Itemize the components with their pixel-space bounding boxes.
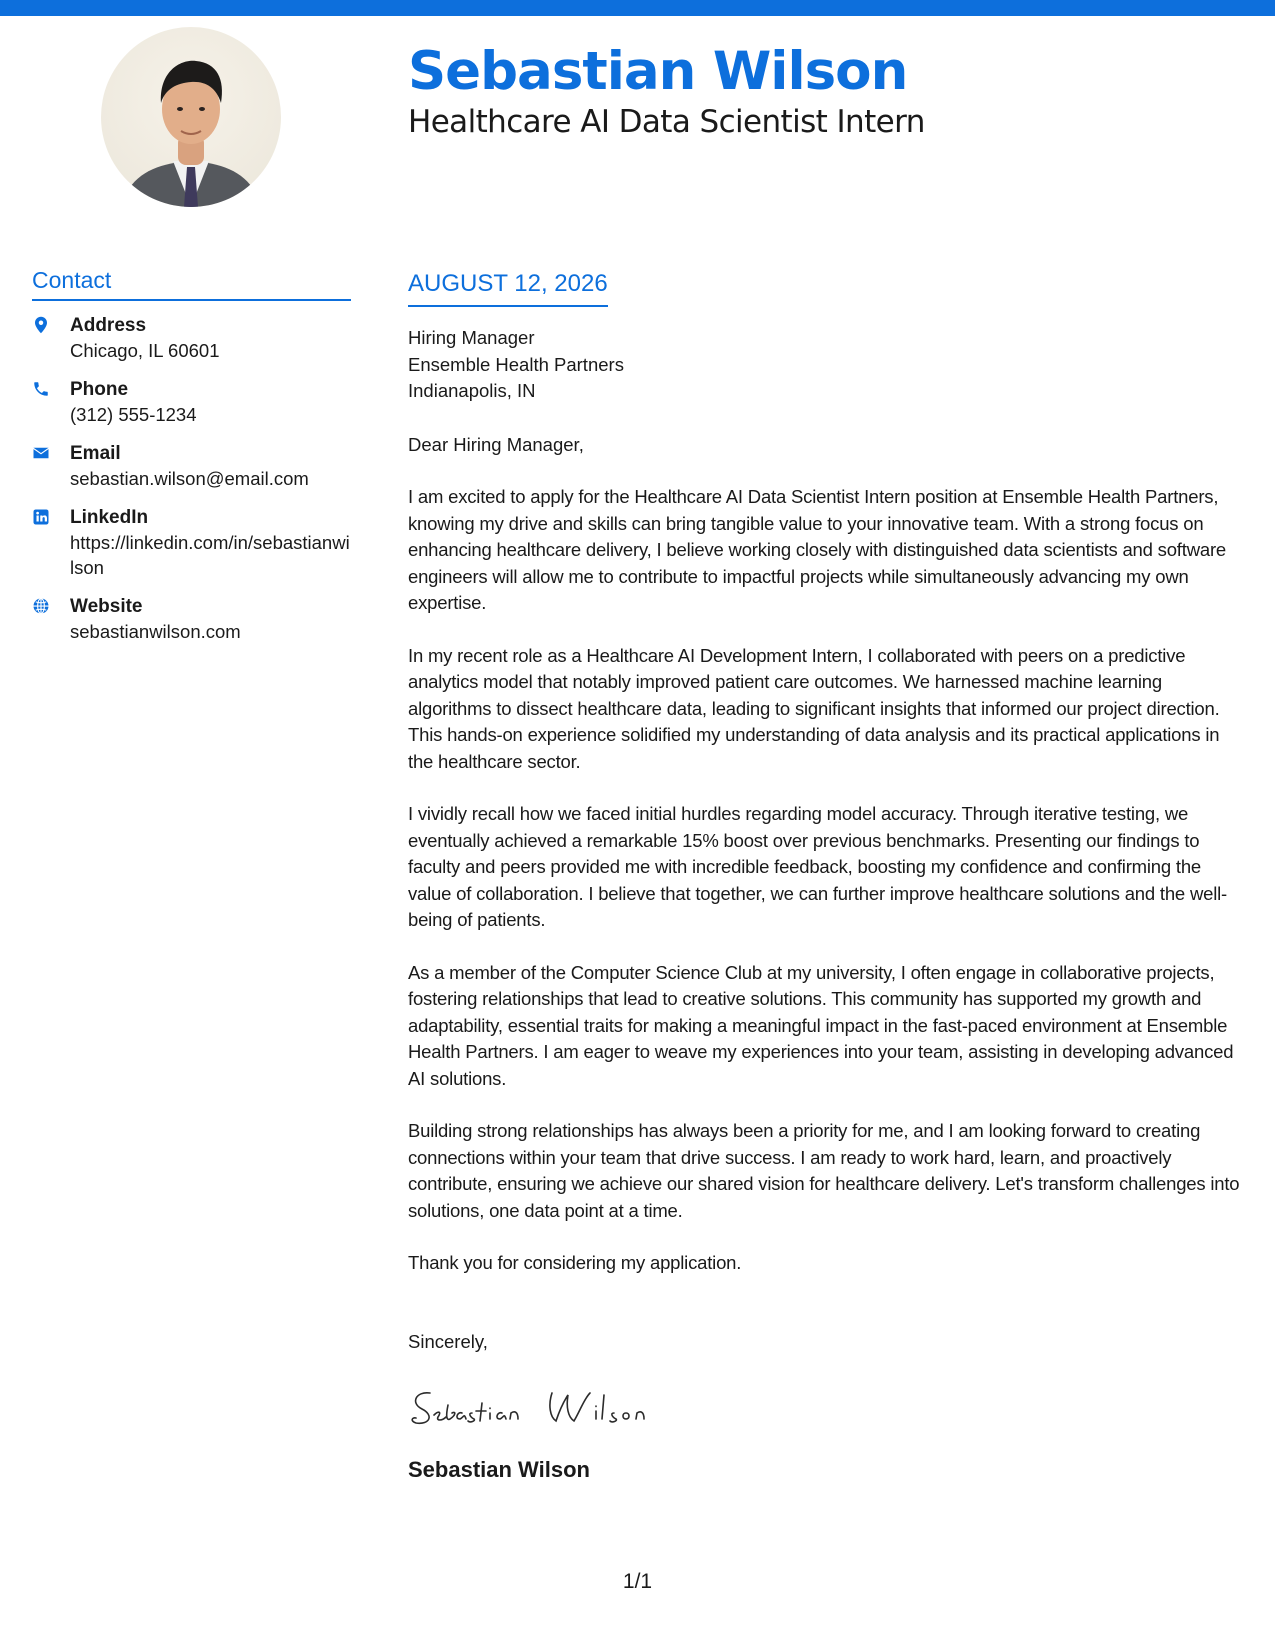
- contact-list: [32, 313, 351, 644]
- recipient-line: Indianapolis, IN: [408, 380, 536, 401]
- letter-paragraph: In my recent role as a Healthcare AI Development Intern, I collaborated with peers on a predictive analytics model that notably improved patient care outcomes. We harnessed machine learning algorithms to dissect healthcare data, leading to significant insights that informed our project direction. This hands-on experience solidified my understanding of data analysis and its practical applications in the healthcare sector.: [408, 644, 1220, 772]
- phone-label: Phone: [70, 379, 129, 400]
- linkedin-value[interactable]: https://linkedin.com/in/sebastianwilson: [70, 532, 350, 578]
- letter-paragraph: Thank you for considering my application.: [408, 1252, 742, 1273]
- letter-paragraph: Building strong relationships has always been a priority for me, and I am looking forward to creating connections within your team that drive success. I am ready to work hard, learn, and proactively contribute, ensuring we achieve our shared vision for healthcare delivery. Let's transform challenges into solutions, one data point at a time.: [408, 1120, 1240, 1221]
- closing: Sincerely,: [408, 1330, 488, 1352]
- letter-paragraph: As a member of the Computer Science Club at my university, I often engage in collaborative projects, fostering relationships that lead to creative solutions. This community has supported my growth and adaptability, essential traits for making a meaningful impact in the fast-paced environment at Ensemble Health Partners. I am eager to weave my experiences into your team, assisting in developing advanced AI solutions.: [408, 961, 1234, 1089]
- recipient-line: Ensemble Health Partners: [408, 353, 624, 375]
- letter-paragraph: I am excited to apply for the Healthcare AI Data Scientist Intern position at Ensemble Health Partners, knowing my drive and skills can bring tangible value to your innovative team. With a strong focus on enhancing healthcare delivery, I believe working closely with distinguished data scientists and software engineers will allow me to contribute to impactful projects while simultaneously advancing my own expertise.: [408, 486, 1226, 613]
- phone-value[interactable]: (312) 555-1234: [70, 404, 197, 425]
- letter-date: AUGUST 12, 2026: [408, 268, 608, 307]
- linkedin-label: LinkedIn: [70, 507, 149, 528]
- contact-item-address: [32, 313, 351, 363]
- website-value[interactable]: sebastianwilson.com: [70, 621, 241, 642]
- letter-paragraph: I vividly recall how we faced initial hurdles regarding model accuracy. Through iterative testing, we eventually achieved a remarkable 15% boost over previous benchmarks. Presenting our findings to faculty and peers provided me with incredible feedback, boosting my confidence and confirming the value of collaboration. I believe that together, we can further improve healthcare solutions and the well-being of patients.: [408, 803, 1227, 930]
- top-accent-bar: [0, 0, 1275, 16]
- signer-name: Sebastian Wilson: [408, 1457, 590, 1482]
- profile-photo: [101, 27, 281, 207]
- address-label: Address: [70, 315, 147, 336]
- globe-icon: [32, 597, 50, 615]
- location-pin-icon: [32, 316, 50, 334]
- website-label: Website: [70, 596, 143, 617]
- recipient-line: Hiring Manager: [408, 327, 535, 348]
- letter-body: [408, 268, 1248, 1485]
- envelope-icon: [32, 444, 50, 462]
- handwritten-signature: [408, 1381, 678, 1431]
- recipient-block: [408, 325, 1248, 405]
- phone-icon: [32, 380, 50, 398]
- linkedin-icon: [32, 508, 50, 526]
- address-value: Chicago, IL 60601: [70, 340, 220, 361]
- contact-heading: Contact: [32, 266, 351, 301]
- applicant-name: Sebastian Wilson: [408, 41, 908, 102]
- contact-item-email: [32, 441, 351, 491]
- email-value[interactable]: sebastian.wilson@email.com: [70, 468, 309, 489]
- contact-item-website: [32, 594, 351, 644]
- salutation: Dear Hiring Manager,: [408, 433, 584, 455]
- email-label: Email: [70, 443, 121, 464]
- contact-item-phone: [32, 377, 351, 427]
- contact-item-linkedin: [32, 505, 351, 580]
- contact-sidebar: [32, 266, 351, 658]
- job-title: Healthcare AI Data Scientist Intern: [408, 104, 925, 140]
- page-number: 1/1: [622, 1570, 653, 1593]
